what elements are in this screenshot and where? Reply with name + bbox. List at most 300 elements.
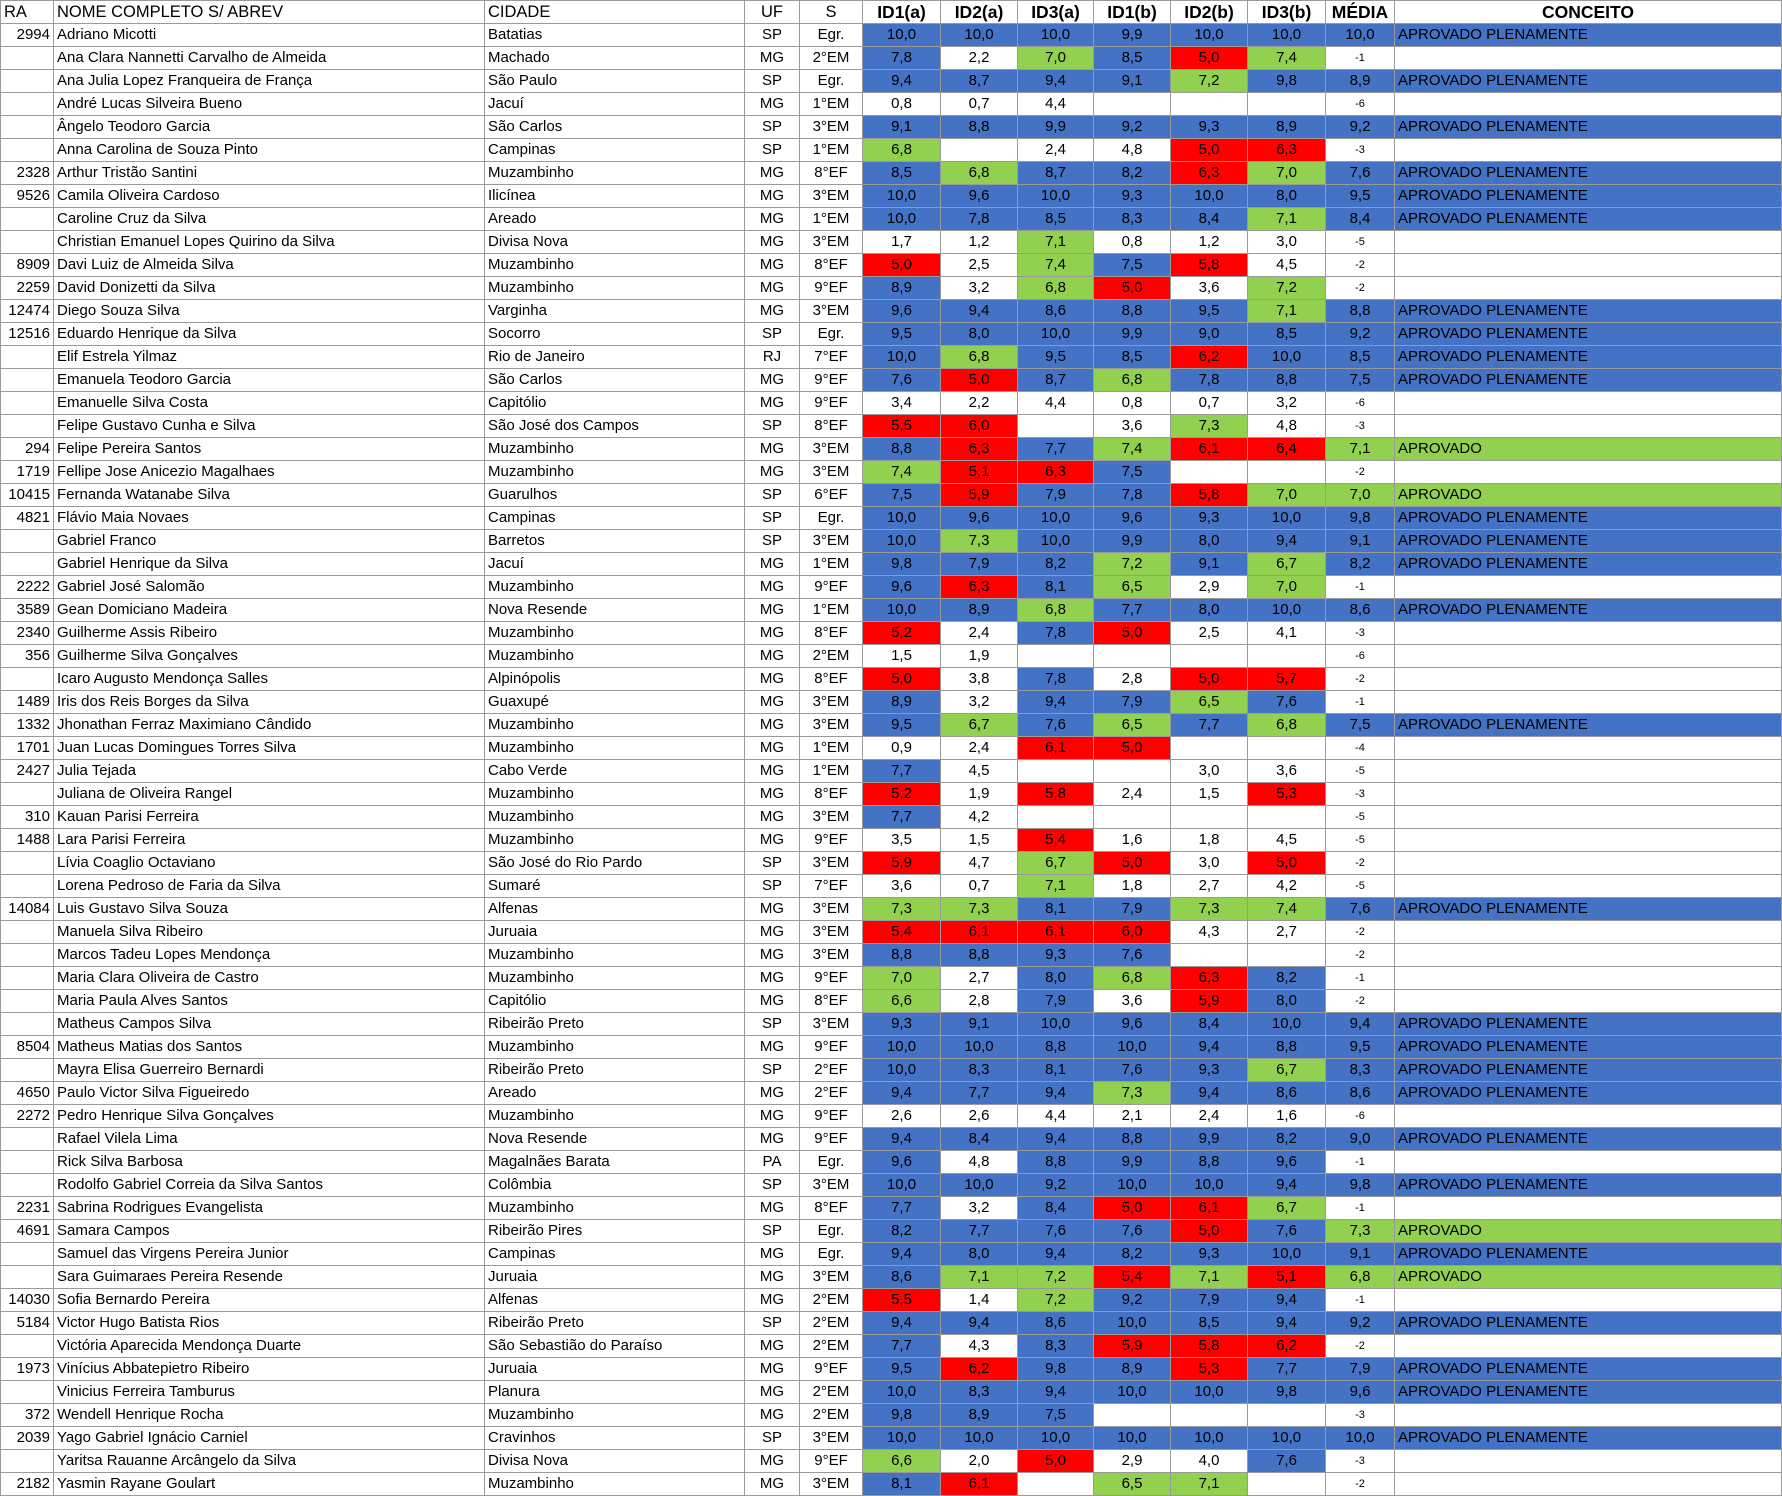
cell-conceito: APROVADO PLENAMENTE	[1395, 898, 1782, 921]
cell-id2a: 2,5	[941, 254, 1018, 277]
cell-ra: 8504	[1, 1036, 54, 1059]
cell-id2b: 8,0	[1171, 599, 1248, 622]
cell-media: 8,2	[1326, 553, 1395, 576]
cell-id2b: 9,3	[1171, 1243, 1248, 1266]
cell-id2b: 7,3	[1171, 415, 1248, 438]
cell-id2b: 6,2	[1171, 346, 1248, 369]
cell-conceito: APROVADO PLENAMENTE	[1395, 714, 1782, 737]
header-cidade: CIDADE	[485, 1, 745, 24]
cell-id3a: 8,3	[1018, 1335, 1094, 1358]
cell-media: -1	[1326, 47, 1395, 70]
cell-id3a: 6,1	[1018, 921, 1094, 944]
cell-id3a: 7,9	[1018, 484, 1094, 507]
cell-cidade: Jacuí	[485, 93, 745, 116]
cell-id3b	[1248, 93, 1326, 116]
cell-id2a: 7,8	[941, 208, 1018, 231]
cell-s: Egr.	[800, 323, 863, 346]
cell-id1b: 2,8	[1094, 668, 1171, 691]
cell-conceito: APROVADO	[1395, 1220, 1782, 1243]
cell-s: Egr.	[800, 507, 863, 530]
cell-s: 3°EM	[800, 806, 863, 829]
cell-s: 3°EM	[800, 898, 863, 921]
table-row	[1, 139, 1782, 162]
cell-id1a: 7,0	[863, 967, 941, 990]
cell-ra: 2039	[1, 1427, 54, 1450]
cell-ra: 5184	[1, 1312, 54, 1335]
cell-id2b	[1171, 461, 1248, 484]
cell-uf: MG	[745, 691, 800, 714]
cell-id1b: 4,8	[1094, 139, 1171, 162]
cell-id2a: 4,3	[941, 1335, 1018, 1358]
cell-id1a: 9,1	[863, 116, 941, 139]
cell-id3b: 10,0	[1248, 24, 1326, 47]
cell-cidade: São Carlos	[485, 116, 745, 139]
cell-media: 9,4	[1326, 1013, 1395, 1036]
cell-id2b: 2,9	[1171, 576, 1248, 599]
cell-nome: Adriano Micotti	[54, 24, 485, 47]
cell-s: 9°EF	[800, 369, 863, 392]
cell-conceito: APROVADO PLENAMENTE	[1395, 369, 1782, 392]
cell-id1a: 9,5	[863, 1358, 941, 1381]
table-row	[1, 990, 1782, 1013]
table-row	[1, 898, 1782, 921]
cell-id1b: 7,6	[1094, 1220, 1171, 1243]
cell-conceito	[1395, 829, 1782, 852]
cell-ra	[1, 852, 54, 875]
cell-id3a: 8,6	[1018, 300, 1094, 323]
cell-conceito	[1395, 691, 1782, 714]
cell-id1a: 5,5	[863, 415, 941, 438]
cell-nome: Lívia Coaglio Octaviano	[54, 852, 485, 875]
cell-uf: MG	[745, 369, 800, 392]
cell-id2a: 8,8	[941, 116, 1018, 139]
cell-id3a: 10,0	[1018, 507, 1094, 530]
cell-s: 9°EF	[800, 967, 863, 990]
cell-cidade: São Sebastião do Paraíso	[485, 1335, 745, 1358]
cell-ra	[1, 1450, 54, 1473]
cell-nome: Arthur Tristão Santini	[54, 162, 485, 185]
cell-id3b: 7,0	[1248, 484, 1326, 507]
cell-uf: MG	[745, 438, 800, 461]
table-row	[1, 691, 1782, 714]
cell-id1b: 8,2	[1094, 1243, 1171, 1266]
cell-cidade: Campinas	[485, 139, 745, 162]
table-row	[1, 1427, 1782, 1450]
cell-ra	[1, 415, 54, 438]
cell-conceito	[1395, 760, 1782, 783]
cell-media: -2	[1326, 461, 1395, 484]
cell-uf: MG	[745, 967, 800, 990]
cell-s: 2°EM	[800, 1312, 863, 1335]
cell-id2a: 5,9	[941, 484, 1018, 507]
cell-id2a: 1,9	[941, 645, 1018, 668]
cell-id3b: 10,0	[1248, 599, 1326, 622]
table-row	[1, 622, 1782, 645]
cell-id1a: 10,0	[863, 24, 941, 47]
cell-media: 6,8	[1326, 1266, 1395, 1289]
cell-id2b: 7,2	[1171, 70, 1248, 93]
cell-ra: 1489	[1, 691, 54, 714]
cell-ra	[1, 392, 54, 415]
cell-s: 8°EF	[800, 1197, 863, 1220]
cell-id3a: 10,0	[1018, 323, 1094, 346]
cell-id3b: 7,4	[1248, 47, 1326, 70]
cell-nome: Luis Gustavo Silva Souza	[54, 898, 485, 921]
cell-s: 7°EF	[800, 346, 863, 369]
cell-id1a: 0,9	[863, 737, 941, 760]
table-row	[1, 70, 1782, 93]
table-row	[1, 1243, 1782, 1266]
table-row	[1, 1151, 1782, 1174]
cell-media: 10,0	[1326, 1427, 1395, 1450]
cell-nome: Diego Souza Silva	[54, 300, 485, 323]
cell-media: 8,3	[1326, 1059, 1395, 1082]
cell-id3a: 10,0	[1018, 1427, 1094, 1450]
cell-media: 7,6	[1326, 898, 1395, 921]
cell-cidade: São José do Rio Pardo	[485, 852, 745, 875]
cell-id3b: 9,4	[1248, 1312, 1326, 1335]
cell-id2a: 6,2	[941, 1358, 1018, 1381]
cell-nome: Sabrina Rodrigues Evangelista	[54, 1197, 485, 1220]
cell-id3a: 9,9	[1018, 116, 1094, 139]
cell-id2a: 2,0	[941, 1450, 1018, 1473]
cell-id1b: 10,0	[1094, 1312, 1171, 1335]
cell-id2b: 5,8	[1171, 484, 1248, 507]
table-row	[1, 1450, 1782, 1473]
table-row	[1, 737, 1782, 760]
cell-id3a: 9,4	[1018, 1243, 1094, 1266]
cell-id3a: 7,5	[1018, 1404, 1094, 1427]
cell-id1a: 9,4	[863, 1312, 941, 1335]
cell-media: 9,8	[1326, 507, 1395, 530]
cell-id2b: 4,3	[1171, 921, 1248, 944]
cell-id3a: 4,4	[1018, 93, 1094, 116]
cell-ra	[1, 944, 54, 967]
cell-s: 1°EM	[800, 139, 863, 162]
cell-id1a: 7,6	[863, 369, 941, 392]
cell-s: 3°EM	[800, 231, 863, 254]
cell-uf: MG	[745, 898, 800, 921]
cell-nome: Yasmin Rayane Goulart	[54, 1473, 485, 1496]
cell-id2a: 9,1	[941, 1013, 1018, 1036]
cell-cidade: Muzambinho	[485, 645, 745, 668]
cell-id2b: 6,1	[1171, 1197, 1248, 1220]
cell-id1b: 5,0	[1094, 852, 1171, 875]
cell-id2b: 8,4	[1171, 208, 1248, 231]
cell-cidade: Muzambinho	[485, 254, 745, 277]
cell-cidade: Juruaia	[485, 1358, 745, 1381]
cell-id1a: 5,2	[863, 622, 941, 645]
table-row	[1, 668, 1782, 691]
cell-id1b: 6,5	[1094, 714, 1171, 737]
cell-cidade: Muzambinho	[485, 438, 745, 461]
cell-media: 9,1	[1326, 530, 1395, 553]
cell-id1a: 10,0	[863, 1174, 941, 1197]
cell-id2b: 9,3	[1171, 1059, 1248, 1082]
table-row	[1, 1082, 1782, 1105]
table-row	[1, 783, 1782, 806]
cell-id3b: 8,2	[1248, 967, 1326, 990]
cell-id3a: 10,0	[1018, 24, 1094, 47]
cell-id2a: 10,0	[941, 1036, 1018, 1059]
cell-id3a: 4,4	[1018, 1105, 1094, 1128]
cell-id1a: 3,5	[863, 829, 941, 852]
cell-nome: Guilherme Silva Gonçalves	[54, 645, 485, 668]
cell-ra	[1, 1174, 54, 1197]
cell-id1b: 2,9	[1094, 1450, 1171, 1473]
table-row	[1, 1289, 1782, 1312]
table-row	[1, 1174, 1782, 1197]
table-row	[1, 185, 1782, 208]
cell-cidade: Muzambinho	[485, 1197, 745, 1220]
cell-id3a: 8,1	[1018, 576, 1094, 599]
cell-id3a: 7,6	[1018, 1220, 1094, 1243]
cell-id2b: 3,0	[1171, 760, 1248, 783]
cell-ra: 1332	[1, 714, 54, 737]
cell-cidade: Muzambinho	[485, 737, 745, 760]
cell-id2a: 5,1	[941, 461, 1018, 484]
cell-conceito: APROVADO PLENAMENTE	[1395, 70, 1782, 93]
cell-id3b: 6,4	[1248, 438, 1326, 461]
cell-cidade: Cravinhos	[485, 1427, 745, 1450]
cell-cidade: Capitólio	[485, 392, 745, 415]
cell-ra: 4650	[1, 1082, 54, 1105]
cell-id3a: 9,4	[1018, 691, 1094, 714]
cell-id2a: 2,8	[941, 990, 1018, 1013]
cell-id3a: 5,8	[1018, 783, 1094, 806]
cell-media: 9,1	[1326, 1243, 1395, 1266]
cell-nome: Felipe Gustavo Cunha e Silva	[54, 415, 485, 438]
cell-id2b: 5,9	[1171, 990, 1248, 1013]
cell-conceito	[1395, 461, 1782, 484]
table-row	[1, 530, 1782, 553]
cell-conceito	[1395, 254, 1782, 277]
cell-s: 7°EF	[800, 875, 863, 898]
cell-id1a: 1,7	[863, 231, 941, 254]
cell-cidade: Alfenas	[485, 898, 745, 921]
cell-id1b: 7,8	[1094, 484, 1171, 507]
header-id1a: ID1(a)	[863, 1, 941, 24]
cell-id1b: 10,0	[1094, 1427, 1171, 1450]
cell-nome: Fernanda Watanabe Silva	[54, 484, 485, 507]
cell-s: 8°EF	[800, 162, 863, 185]
cell-ra	[1, 1128, 54, 1151]
cell-nome: Felipe Pereira Santos	[54, 438, 485, 461]
header-id2a: ID2(a)	[941, 1, 1018, 24]
cell-id1a: 5,5	[863, 1289, 941, 1312]
cell-id2b: 2,7	[1171, 875, 1248, 898]
header-id3b: ID3(b)	[1248, 1, 1326, 24]
cell-id3b: 8,2	[1248, 1128, 1326, 1151]
cell-id1a: 7,7	[863, 1197, 941, 1220]
cell-id1b: 7,7	[1094, 599, 1171, 622]
cell-id2a: 3,2	[941, 1197, 1018, 1220]
cell-cidade: Jacuí	[485, 553, 745, 576]
cell-id1a: 7,7	[863, 806, 941, 829]
cell-ra	[1, 1151, 54, 1174]
cell-media: -2	[1326, 852, 1395, 875]
cell-id1b	[1094, 1404, 1171, 1427]
cell-id2b: 3,0	[1171, 852, 1248, 875]
cell-id2a: 4,8	[941, 1151, 1018, 1174]
cell-id3b: 5,3	[1248, 783, 1326, 806]
cell-id2b: 10,0	[1171, 1174, 1248, 1197]
cell-id3b: 6,3	[1248, 139, 1326, 162]
cell-id1a: 7,3	[863, 898, 941, 921]
cell-s: 3°EM	[800, 1473, 863, 1496]
cell-id1b: 2,4	[1094, 783, 1171, 806]
cell-s: 3°EM	[800, 714, 863, 737]
cell-ra	[1, 369, 54, 392]
cell-conceito	[1395, 47, 1782, 70]
cell-id3a: 8,2	[1018, 553, 1094, 576]
cell-ra: 14084	[1, 898, 54, 921]
cell-id3b	[1248, 737, 1326, 760]
cell-id3b: 6,8	[1248, 714, 1326, 737]
cell-id2a: 6,8	[941, 162, 1018, 185]
cell-conceito	[1395, 1450, 1782, 1473]
cell-media: -2	[1326, 277, 1395, 300]
cell-conceito	[1395, 1473, 1782, 1496]
cell-id2a: 6,8	[941, 346, 1018, 369]
cell-id3b: 7,6	[1248, 1450, 1326, 1473]
cell-ra: 14030	[1, 1289, 54, 1312]
cell-conceito: APROVADO PLENAMENTE	[1395, 323, 1782, 346]
cell-conceito	[1395, 277, 1782, 300]
cell-ra: 9526	[1, 185, 54, 208]
cell-cidade: Muzambinho	[485, 576, 745, 599]
cell-s: 3°EM	[800, 1427, 863, 1450]
cell-cidade: Alpinópolis	[485, 668, 745, 691]
cell-nome: Samara Campos	[54, 1220, 485, 1243]
cell-id2a: 4,2	[941, 806, 1018, 829]
cell-s: 8°EF	[800, 415, 863, 438]
cell-s: 3°EM	[800, 944, 863, 967]
cell-id2b: 6,1	[1171, 438, 1248, 461]
cell-id3b: 5,1	[1248, 1266, 1326, 1289]
cell-id3a	[1018, 806, 1094, 829]
cell-conceito	[1395, 806, 1782, 829]
cell-s: 3°EM	[800, 852, 863, 875]
cell-id3b: 4,2	[1248, 875, 1326, 898]
cell-cidade: Muzambinho	[485, 277, 745, 300]
cell-id3b: 9,4	[1248, 530, 1326, 553]
cell-s: 8°EF	[800, 622, 863, 645]
cell-media: -3	[1326, 1450, 1395, 1473]
cell-s: 3°EM	[800, 530, 863, 553]
cell-id1a: 5,4	[863, 921, 941, 944]
cell-id3a: 8,8	[1018, 1036, 1094, 1059]
cell-uf: MG	[745, 1243, 800, 1266]
cell-uf: SP	[745, 70, 800, 93]
cell-ra	[1, 1266, 54, 1289]
cell-nome: Gabriel Franco	[54, 530, 485, 553]
cell-s: 2°EM	[800, 1289, 863, 1312]
cell-id3b: 7,1	[1248, 300, 1326, 323]
cell-s: 9°EF	[800, 1450, 863, 1473]
table-row	[1, 484, 1782, 507]
cell-nome: Maria Paula Alves Santos	[54, 990, 485, 1013]
cell-id2b: 10,0	[1171, 24, 1248, 47]
cell-media: -1	[1326, 967, 1395, 990]
cell-ra: 1973	[1, 1358, 54, 1381]
cell-media: -5	[1326, 231, 1395, 254]
cell-id2b: 8,5	[1171, 1312, 1248, 1335]
cell-nome: Paulo Victor Silva Figueiredo	[54, 1082, 485, 1105]
cell-id1a: 10,0	[863, 599, 941, 622]
cell-s: 9°EF	[800, 1358, 863, 1381]
cell-id2a: 2,2	[941, 392, 1018, 415]
cell-s: 6°EF	[800, 484, 863, 507]
cell-id3b: 10,0	[1248, 507, 1326, 530]
table-row	[1, 967, 1782, 990]
cell-id2a: 8,4	[941, 1128, 1018, 1151]
cell-conceito: APROVADO PLENAMENTE	[1395, 1243, 1782, 1266]
cell-id3a: 9,4	[1018, 1082, 1094, 1105]
cell-id3b: 5,7	[1248, 668, 1326, 691]
cell-s: 9°EF	[800, 1036, 863, 1059]
cell-id2b: 5,0	[1171, 668, 1248, 691]
cell-s: 8°EF	[800, 783, 863, 806]
cell-id2b: 7,3	[1171, 898, 1248, 921]
cell-media: -2	[1326, 668, 1395, 691]
cell-media: -2	[1326, 990, 1395, 1013]
cell-id3a: 7,2	[1018, 1266, 1094, 1289]
cell-nome: Jhonathan Ferraz Maximiano Cândido	[54, 714, 485, 737]
cell-cidade: Divisa Nova	[485, 231, 745, 254]
cell-nome: Juan Lucas Domingues Torres Silva	[54, 737, 485, 760]
header-uf: UF	[745, 1, 800, 24]
cell-id2b: 9,4	[1171, 1036, 1248, 1059]
cell-id1a: 10,0	[863, 1381, 941, 1404]
table-row	[1, 714, 1782, 737]
cell-id1b: 0,8	[1094, 231, 1171, 254]
cell-id2a: 8,3	[941, 1059, 1018, 1082]
cell-id1b: 1,6	[1094, 829, 1171, 852]
cell-conceito: APROVADO PLENAMENTE	[1395, 1381, 1782, 1404]
cell-media: -4	[1326, 737, 1395, 760]
cell-uf: MG	[745, 944, 800, 967]
cell-uf: SP	[745, 323, 800, 346]
cell-id3b: 4,1	[1248, 622, 1326, 645]
cell-ra	[1, 139, 54, 162]
cell-s: 2°EM	[800, 1404, 863, 1427]
cell-nome: Iris dos Reis Borges da Silva	[54, 691, 485, 714]
table-row	[1, 1013, 1782, 1036]
cell-s: 3°EM	[800, 461, 863, 484]
cell-id3b: 10,0	[1248, 1013, 1326, 1036]
cell-id3b: 8,0	[1248, 185, 1326, 208]
cell-nome: Sara Guimaraes Pereira Resende	[54, 1266, 485, 1289]
cell-id3a: 6,7	[1018, 852, 1094, 875]
table-row	[1, 645, 1782, 668]
table-row	[1, 369, 1782, 392]
cell-ra	[1, 346, 54, 369]
cell-uf: SP	[745, 1013, 800, 1036]
cell-nome: André Lucas Silveira Bueno	[54, 93, 485, 116]
cell-uf: SP	[745, 1312, 800, 1335]
cell-uf: MG	[745, 1335, 800, 1358]
header-id2b: ID2(b)	[1171, 1, 1248, 24]
table-row	[1, 1128, 1782, 1151]
cell-id1b: 7,3	[1094, 1082, 1171, 1105]
cell-conceito	[1395, 392, 1782, 415]
cell-uf: MG	[745, 783, 800, 806]
cell-id1b: 9,6	[1094, 1013, 1171, 1036]
cell-id2a: 9,6	[941, 185, 1018, 208]
cell-id2a: 8,7	[941, 70, 1018, 93]
cell-id1b: 9,9	[1094, 1151, 1171, 1174]
